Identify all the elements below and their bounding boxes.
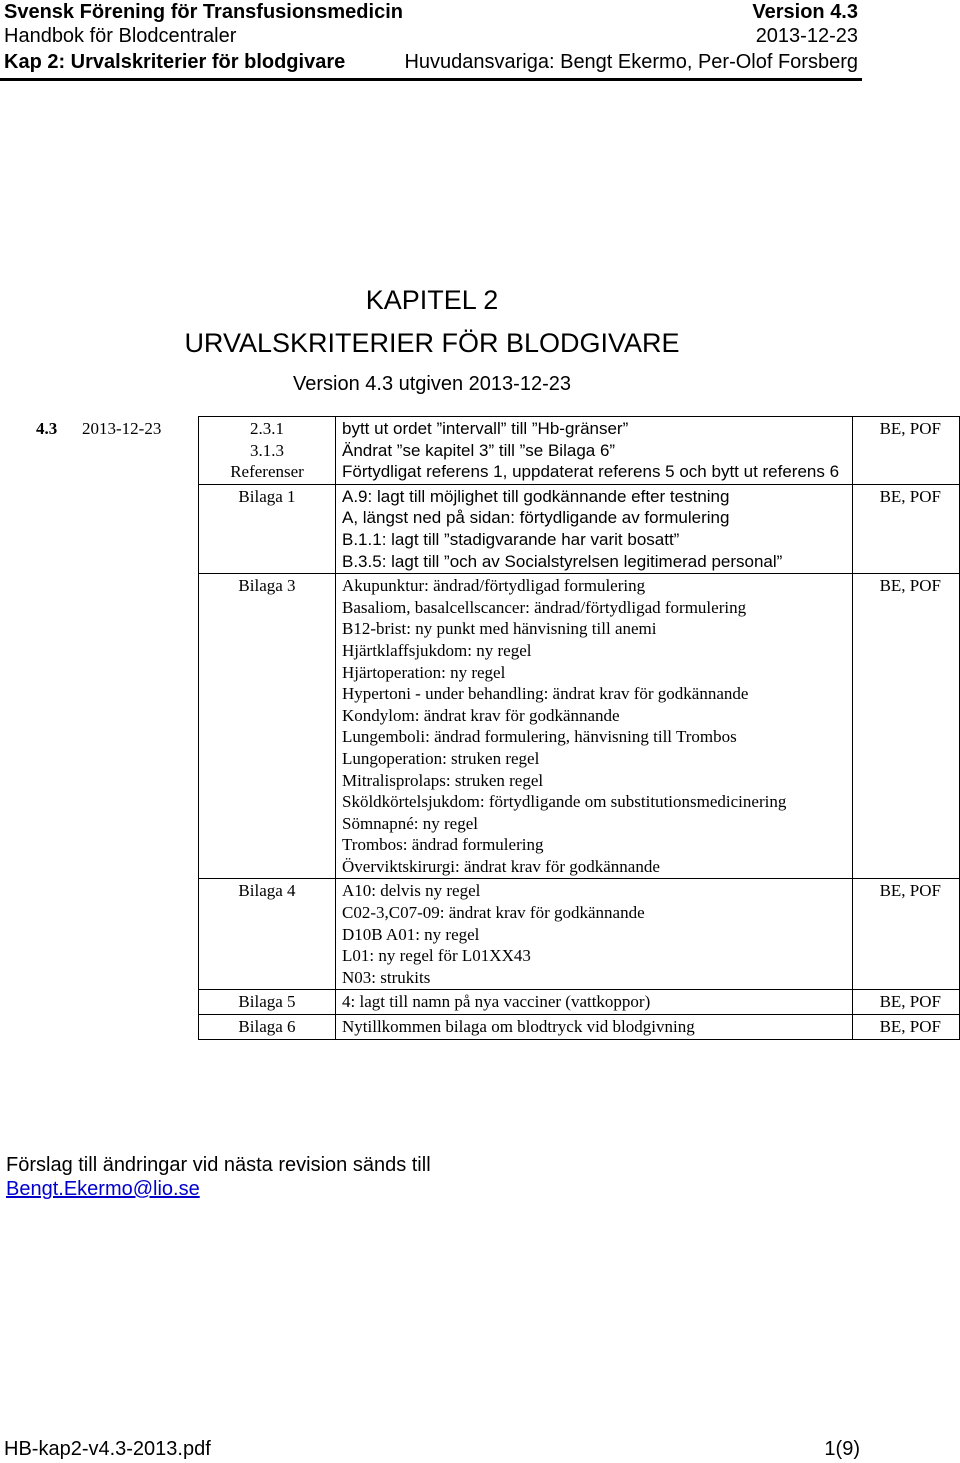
changelog-row xyxy=(30,1015,960,1040)
change-item: A.9: lagt till möjlighet till godkännande efter testning xyxy=(342,486,730,506)
version-line: Version 4.3 utgiven 2013-12-23 xyxy=(293,373,571,395)
changelog-row xyxy=(30,484,960,573)
section-label: Referenser xyxy=(230,462,304,482)
author-cell: BE, POF xyxy=(853,879,960,990)
change-item: N03: strukits xyxy=(342,967,431,987)
section-label: Bilaga 6 xyxy=(238,1017,296,1037)
change-item: Lungemboli: ändrad formulering, hänvisning till Trombos xyxy=(342,727,737,747)
change-item: Trombos: ändrad formulering xyxy=(342,835,544,855)
section-label: 2.3.1 xyxy=(250,419,284,438)
version-cell xyxy=(30,1015,76,1040)
change-item: Kondylom: ändrat krav för godkännande xyxy=(342,705,620,725)
change-item: Sköldkörtelsjukdom: förtydligande om substitutionsmedicinering xyxy=(342,792,787,812)
change-item: Nytillkommen bilaga om blodtryck vid blodgivning xyxy=(342,1017,695,1037)
date-cell xyxy=(76,484,199,573)
header-rule xyxy=(0,78,862,81)
chapter-heading: KAPITEL 2 xyxy=(365,285,499,315)
version-cell xyxy=(30,879,76,990)
change-item: Överviktskirurgi: ändrat krav för godkännande xyxy=(342,856,660,876)
changes-cell xyxy=(336,879,853,990)
changes-cell xyxy=(336,1015,853,1040)
changelog-row xyxy=(30,990,960,1015)
section-cell xyxy=(199,990,336,1015)
change-item: A10: delvis ny regel xyxy=(342,881,481,901)
section-cell xyxy=(199,484,336,573)
section-label: Bilaga 1 xyxy=(238,486,296,506)
changes-cell xyxy=(336,417,853,485)
section-label: Bilaga 5 xyxy=(238,992,296,1012)
change-item: L01: ny regel för L01XX43 xyxy=(342,946,531,966)
section-cell xyxy=(199,574,336,879)
header-date: 2013-12-23 xyxy=(755,25,858,47)
author-cell: BE, POF xyxy=(853,484,960,573)
version-cell xyxy=(30,484,76,573)
author-cell: BE, POF xyxy=(853,990,960,1015)
changes-cell xyxy=(336,574,853,879)
section-label: 3.1.3 xyxy=(250,440,284,460)
version-cell: 4.3 xyxy=(36,418,58,438)
change-item: 4: lagt till namn på nya vacciner (vattkoppor) xyxy=(342,992,651,1012)
header-line-3 xyxy=(4,50,858,74)
footer-filename: HB-kap2-v4.3-2013.pdf xyxy=(4,1438,211,1460)
email-link[interactable]: Bengt.Ekermo@lio.se xyxy=(6,1178,200,1200)
change-item: B12-brist: ny punkt med hänvisning till anemi xyxy=(342,619,657,639)
section-label: Bilaga 4 xyxy=(238,881,296,901)
changes-cell xyxy=(336,990,853,1015)
change-item: bytt ut ordet ”intervall” till ”Hb-gränser” xyxy=(342,419,629,438)
change-item: Sömnapné: ny regel xyxy=(342,813,478,833)
author-cell: BE, POF xyxy=(853,574,960,879)
change-item: Lungoperation: struken regel xyxy=(342,748,540,768)
changelog-row xyxy=(30,879,960,990)
change-item: B.1.1: lagt till ”stadigvarande har varit bosatt” xyxy=(342,529,680,549)
change-item: Hjärtoperation: ny regel xyxy=(342,662,506,682)
change-item: A, längst ned på sidan: förtydligande av formulering xyxy=(342,508,730,528)
change-item: B.3.5: lagt till ”och av Socialstyrelsen legitimerad personal” xyxy=(342,551,783,571)
date-cell xyxy=(76,1015,199,1040)
author-cell: BE, POF xyxy=(853,417,960,485)
author-cell: BE, POF xyxy=(853,1015,960,1040)
section-cell xyxy=(199,417,336,485)
header-chapter: Kap 2: Urvalskriterier för blodgivare xyxy=(4,51,346,73)
change-item: C02-3,C07-09: ändrat krav för godkännande xyxy=(342,903,645,923)
revision-note-text: Förslag till ändringar vid nästa revision sänds till xyxy=(6,1154,431,1176)
change-item: Hjärtklaffsjukdom: ny regel xyxy=(342,640,532,660)
header-responsible: Huvudansvariga: Bengt Ekermo, Per-Olof Forsberg xyxy=(404,51,858,73)
change-item: Hypertoni - under behandling: ändrat krav för godkännande xyxy=(342,684,749,704)
date-cell: 2013-12-23 xyxy=(82,418,162,438)
header-line-2 xyxy=(4,24,858,48)
change-item: Basaliom, basalcellscancer: ändrad/förtydligad formulering xyxy=(342,597,747,617)
header-org: Svensk Förening för Transfusionsmedicin xyxy=(4,1,403,23)
changelog-table xyxy=(30,416,960,1040)
header-line-1 xyxy=(4,0,858,24)
change-item: Ändrat ”se kapitel 3” till ”se Bilaga 6” xyxy=(342,440,616,460)
change-item: D10B A01: ny regel xyxy=(342,924,480,944)
header-version: Version 4.3 xyxy=(752,1,858,23)
section-label: Bilaga 3 xyxy=(238,576,296,596)
version-cell xyxy=(30,574,76,879)
changes-cell xyxy=(336,484,853,573)
changelog-row xyxy=(30,574,960,879)
changelog-row xyxy=(30,417,960,485)
footer-page-number: 1(9) xyxy=(824,1438,860,1460)
change-item: Mitralisprolaps: struken regel xyxy=(342,770,544,790)
version-cell xyxy=(30,990,76,1015)
date-cell xyxy=(76,574,199,879)
section-cell xyxy=(199,879,336,990)
page-footer xyxy=(4,1438,860,1461)
change-item: Akupunktur: ändrad/förtydligad formulering xyxy=(342,576,646,596)
chapter-title: URVALSKRITERIER FÖR BLODGIVARE xyxy=(184,328,680,358)
date-cell xyxy=(76,879,199,990)
revision-note xyxy=(6,1153,431,1201)
date-cell xyxy=(76,990,199,1015)
header-handbook: Handbok för Blodcentraler xyxy=(4,25,237,47)
section-cell xyxy=(199,1015,336,1040)
change-item: Förtydligat referens 1, uppdaterat referens 5 och bytt ut referens 6 xyxy=(342,462,840,482)
